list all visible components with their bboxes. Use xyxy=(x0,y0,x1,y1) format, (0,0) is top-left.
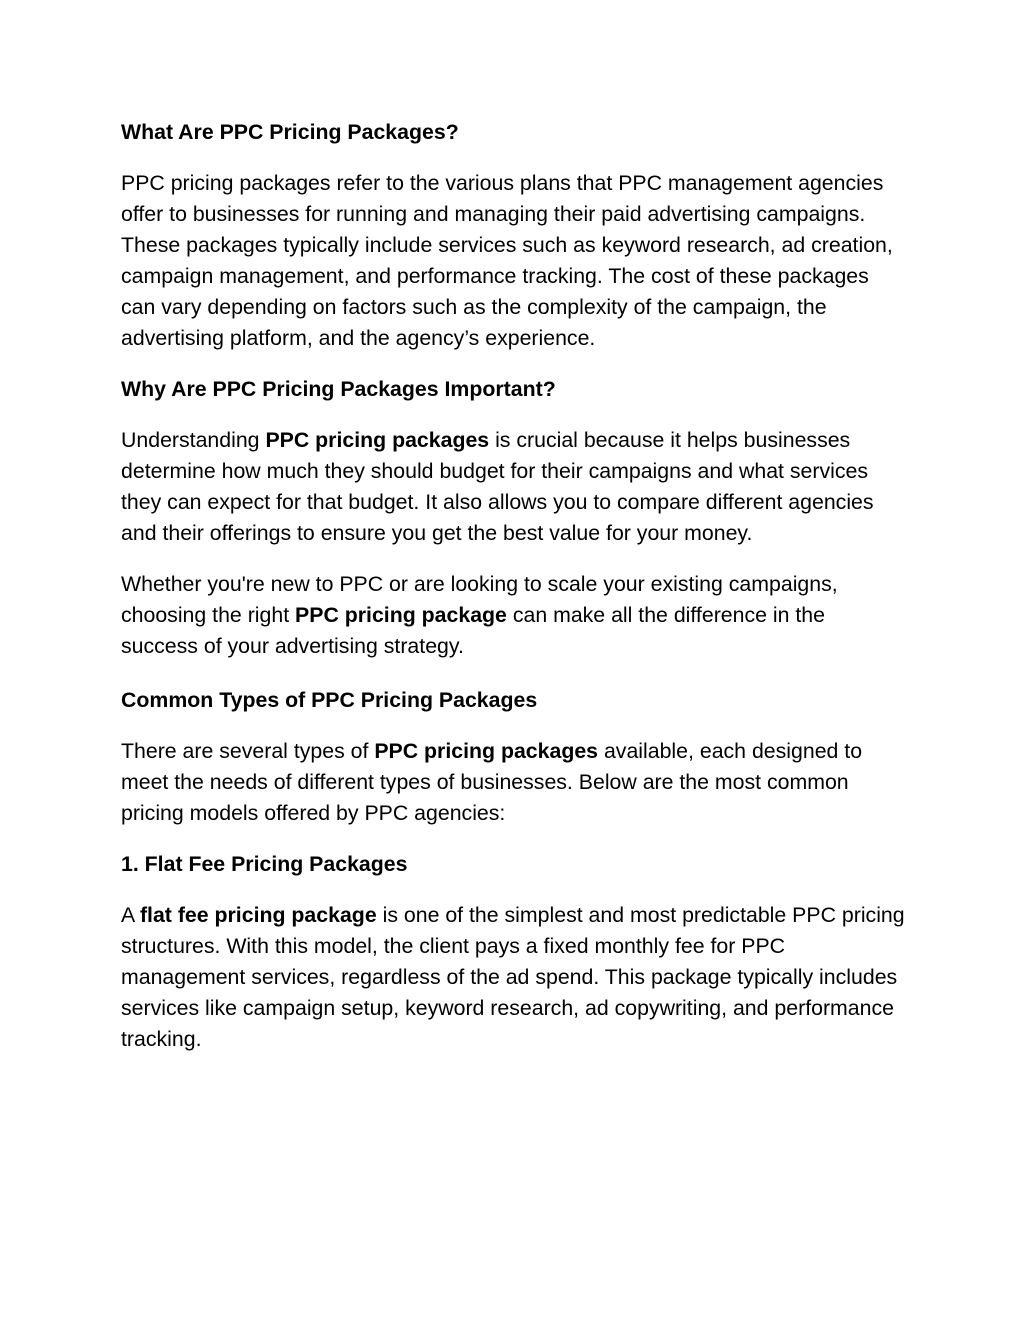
bold-text: PPC pricing package xyxy=(295,603,507,627)
text-run: There are several types of xyxy=(121,739,375,763)
bold-text: PPC pricing packages xyxy=(265,428,490,452)
paragraph-several-types xyxy=(121,736,906,829)
heading-what-are-ppc-pricing-packages: What Are PPC Pricing Packages? xyxy=(121,120,459,144)
text-run: available, each designed to meet the needs of different types of businesses. Below are the most common pricing models offered by PPC agencies: xyxy=(121,739,863,825)
text-run: Understanding xyxy=(121,428,266,452)
text-run: A xyxy=(121,903,140,927)
bold-text: flat fee pricing package xyxy=(139,903,377,927)
paragraph-flat-fee xyxy=(121,900,906,1055)
heading-common-types: Common Types of PPC Pricing Packages xyxy=(121,688,538,712)
bold-text: PPC pricing packages xyxy=(374,739,599,763)
text-run: can make all the difference in the success of your advertising strategy. xyxy=(121,603,825,658)
paragraph-understanding xyxy=(121,425,906,549)
heading-flat-fee: 1. Flat Fee Pricing Packages xyxy=(121,852,408,876)
document-page xyxy=(121,117,906,1055)
paragraph-whether-new xyxy=(121,569,906,662)
text-run: is crucial because it helps businesses determine how much they should budget for their campaigns and what services they can expect for that budget. It also allows you to compare different agencies and their offerings to ensure you get the best value for your money. xyxy=(121,428,874,545)
text-run: is one of the simplest and most predictable PPC pricing structures. With this model, the client pays a fixed monthly fee for PPC management services, regardless of the ad spend. This package typically includes services like campaign setup, keyword research, ad copywriting, and performance tracking. xyxy=(121,903,905,1051)
text-run: Whether you're new to PPC or are looking to scale your existing campaigns, choosing the right xyxy=(121,572,838,627)
paragraph-ppc-pricing-definition: PPC pricing packages refer to the various plans that PPC management agencies offer to businesses for running and managing their paid advertising campaigns. These packages typically include services such as keyword research, ad creation, campaign management, and performance tracking. The cost of these packages can vary depending on factors such as the complexity of the campaign, the advertising platform, and the agency’s experience. xyxy=(121,171,893,350)
heading-why-important: Why Are PPC Pricing Packages Important? xyxy=(121,377,556,401)
